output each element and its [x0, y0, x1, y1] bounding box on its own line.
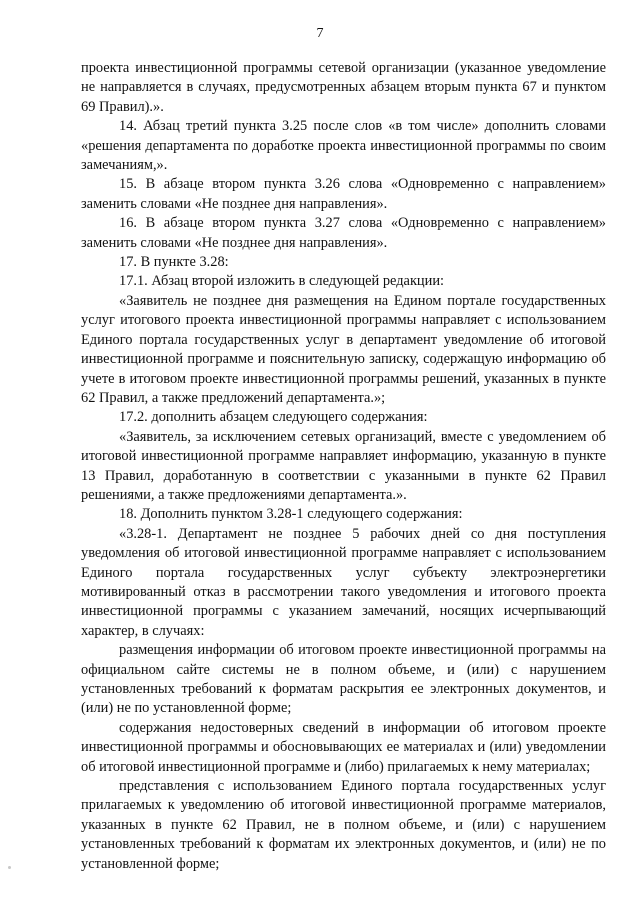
page-number: 7 [316, 26, 324, 41]
paragraph: 15. В абзаце втором пункта 3.26 слова «Одновременно с направлением» заменить словами «Не позднее дня направления». [81, 176, 606, 212]
paragraph: содержания недостоверных сведений в информации об итоговом проекте инвестиционной программы и обосновывающих ее материалах и (или) уведомлении об итоговой инвестиционной программе и (либо) прилагаемых к нему материалах; [81, 719, 606, 775]
paragraph: 16. В абзаце втором пункта 3.27 слова «Одновременно с направлением» заменить словами «Не позднее дня направления». [81, 215, 606, 251]
paragraph: «3.28-1. Департамент не позднее 5 рабочих дней со дня поступления уведомления об итоговой инвестиционной программе направляет с использованием Единого портала государственных услуг субъекту электроэнергетики мотивированный отказ в рассмотрении такого уведомления и итогового проекта инвестиционной программы с указанием замечаний, носящих исчерпывающий характер, в случаях: [81, 525, 606, 639]
paragraph: 17.1. Абзац второй изложить в следующей редакции: [119, 273, 445, 290]
paragraph: проекта инвестиционной программы сетевой организации (указанное уведомление не направляется в случаях, предусмотренных абзацем вторым пункта 67 и пунктом 69 Правил).». [81, 60, 606, 115]
paragraph: «Заявитель, за исключением сетевых организаций, вместе с уведомлением об итоговой инвестиционной программе направляет информацию, указанную в пункте 13 Правил, доработанную в соответствии с указанными в пункте 62 Правил решениями, а также предложениями департамента.». [81, 428, 606, 503]
paragraph: 17.2. дополнить абзацем следующего содержания: [119, 409, 428, 426]
scan-mark [8, 866, 11, 869]
paragraph: 14. Абзац третий пункта 3.25 после слов «в том числе» дополнить словами «решения департамента по доработке проекта инвестиционной программы по своим замечаниям,». [81, 118, 606, 174]
paragraph: представления с использованием Единого портала государственных услуг прилагаемых к уведомлению об итоговой инвестиционной программе материалов, указанных в пункте 62 Правил, не в полном объеме, и (или) с нарушением установленных требований к форматам их электронных документов, и (или) не по установленной форме; [81, 778, 606, 872]
paragraph: 18. Дополнить пунктом 3.28-1 следующего содержания: [119, 506, 463, 523]
paragraph: 17. В пункте 3.28: [119, 254, 229, 271]
document-body [81, 59, 606, 874]
paragraph: размещения информации об итоговом проекте инвестиционной программы на официальном сайте системы не в полном объеме, и (или) с нарушением установленных требований к форматам раскрытия ее электронных документов, и (или) не по установленной форме; [81, 642, 606, 717]
paragraph: «Заявитель не позднее дня размещения на Едином портале государственных услуг итогового проекта инвестиционной программы направляет с использованием Единого портала государственных услуг в департамент уведомление об итоговой инвестиционной программе и пояснительную записку, содержащую информацию об учете в итоговом проекте инвестиционной программы решений, указанных в пункте 62 Правил, а также предложений департамента.»; [81, 292, 606, 406]
